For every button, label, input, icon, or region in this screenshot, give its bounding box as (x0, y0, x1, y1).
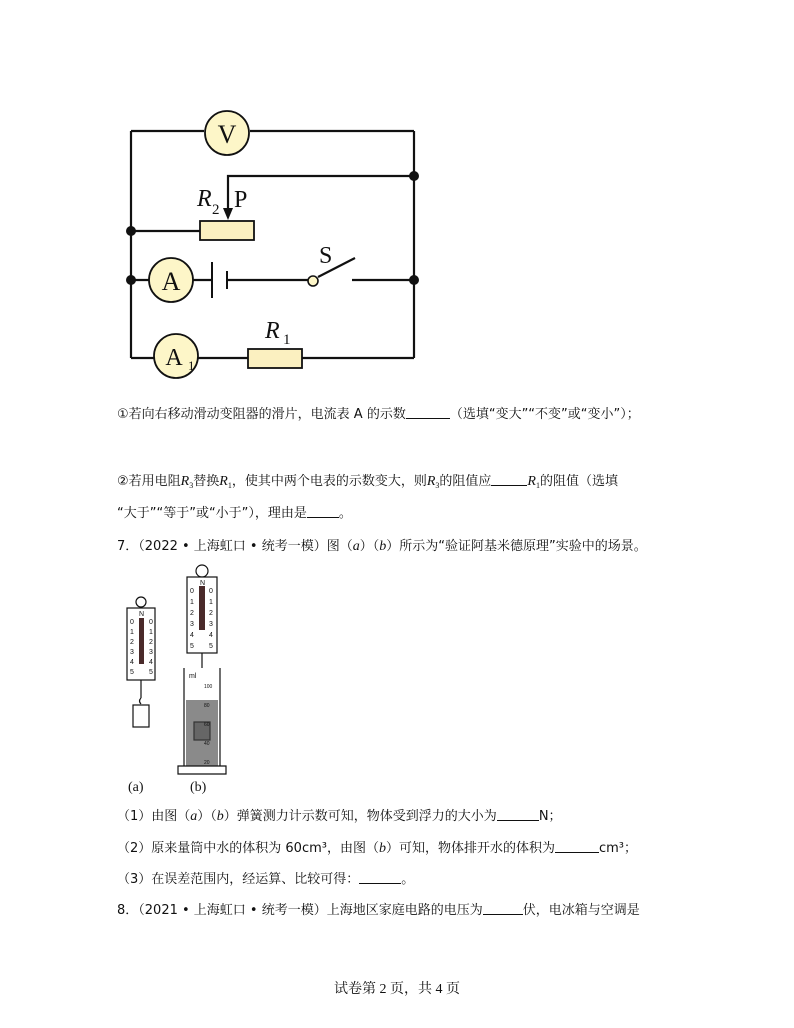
scale-tick-label: 3 (149, 649, 153, 656)
scale-tick-label: 40 (204, 741, 210, 747)
q6-part1: ①若向右移动滑动变阻器的滑片，电流表 A 的示数 （选填“变大”“不变”或“变小”）； (117, 407, 640, 422)
r2-sub: 2 (212, 202, 220, 218)
scale-tick-label: 4 (149, 659, 153, 666)
scale-tick-label: 4 (130, 659, 134, 666)
scale-tick-label: 80 (204, 703, 210, 709)
scale-tick-label: 5 (190, 643, 194, 650)
figure-label-a: (a) (128, 780, 144, 795)
answer-blank[interactable] (497, 808, 539, 821)
scale-tick-label: 0 (130, 619, 134, 626)
q7-sub1: （1）由图（a）（b）弹簧测力计示数可知，物体受到浮力的大小为 N； (117, 809, 562, 824)
scale-tick-label: 5 (130, 669, 134, 676)
scale-tick-label: 0 (149, 619, 153, 626)
scale-a-unit: N (139, 611, 145, 618)
scale-tick-label: 4 (209, 632, 213, 639)
answer-blank[interactable] (491, 473, 527, 486)
scale-b-unit: N (200, 580, 206, 587)
scale-tick-label: 1 (209, 599, 213, 606)
scale-tick-label: 3 (130, 649, 134, 656)
switch-label: S (319, 243, 333, 269)
scale-tick-label: 0 (190, 588, 194, 595)
q7-sub3: （3）在误差范围内，经运算、比较可得： 。 (117, 872, 415, 887)
r1-sub: 1 (283, 332, 291, 348)
scale-tick-label: 3 (209, 621, 213, 628)
scale-tick-label: 5 (149, 669, 153, 676)
q8-stem: 8．（2021 • 上海虹口 • 统考一模）上海地区家庭电路的电压为 伏，电冰箱与空调是 (117, 903, 640, 918)
q6-part2-line1: ②若用电阻$R_3$替换$R_1$，使其中两个电表的示数变大，则$R_3$的阻值应 $R_1$的阻值（选填 (117, 474, 618, 490)
scale-tick-label: 3 (190, 621, 194, 628)
resistor-r1 (248, 349, 302, 368)
slider-label: P (234, 187, 248, 213)
resistor-r2 (200, 221, 254, 240)
object-block-a (133, 705, 149, 727)
q7-sub2: （2）原来量筒中水的体积为 60cm³，由图（b）可知，物体排开水的体积为 cm³； (117, 841, 638, 856)
figure-label-b: (b) (190, 780, 207, 795)
scale-tick-label: 2 (209, 610, 213, 617)
ammeter-label: A (161, 267, 181, 296)
voltmeter-label: V (217, 120, 237, 149)
answer-blank[interactable] (307, 505, 339, 518)
answer-blank[interactable] (359, 871, 401, 884)
r2-label: R (197, 186, 212, 212)
answer-blank[interactable] (406, 406, 450, 419)
slider-arrow-icon (223, 208, 233, 220)
scale-tick-label: 1 (130, 629, 134, 636)
scale-tick-label: 0 (209, 588, 213, 595)
r1-label: R (265, 318, 280, 344)
spring-scale-figure (120, 560, 240, 805)
scale-tick-label: 1 (190, 599, 194, 606)
q7-stem: 7．（2022 • 上海虹口 • 统考一模）图（a）（b）所示为“验证阿基米德原理”实验中的场景。 (117, 539, 647, 554)
scale-tick-label: 5 (209, 643, 213, 650)
scale-tick-label: 60 (204, 722, 210, 728)
answer-blank[interactable] (483, 902, 523, 915)
q6-part1-text: 若向右移动滑动变阻器的滑片，电流表 A 的示数 (128, 407, 406, 422)
scale-tick-label: 2 (190, 610, 194, 617)
scale-tick-label: 2 (130, 639, 134, 646)
answer-blank[interactable] (555, 840, 599, 853)
cylinder-unit: ml (189, 673, 197, 680)
scale-tick-label: 2 (149, 639, 153, 646)
ammeter1-label: A (165, 345, 183, 371)
scale-tick-label: 20 (204, 760, 210, 766)
ammeter1-sub: 1 (188, 358, 195, 373)
scale-tick-label: 4 (190, 632, 194, 639)
q6-part2-line2: “大于”“等于”或“小于”），理由是 。 (117, 506, 352, 521)
scale-tick-label: 100 (204, 684, 213, 690)
circuit-diagram (0, 0, 794, 400)
page-footer: 试卷第 2 页，共 4 页 (334, 982, 460, 997)
scale-tick-label: 1 (149, 629, 153, 636)
switch-pivot (308, 276, 318, 286)
